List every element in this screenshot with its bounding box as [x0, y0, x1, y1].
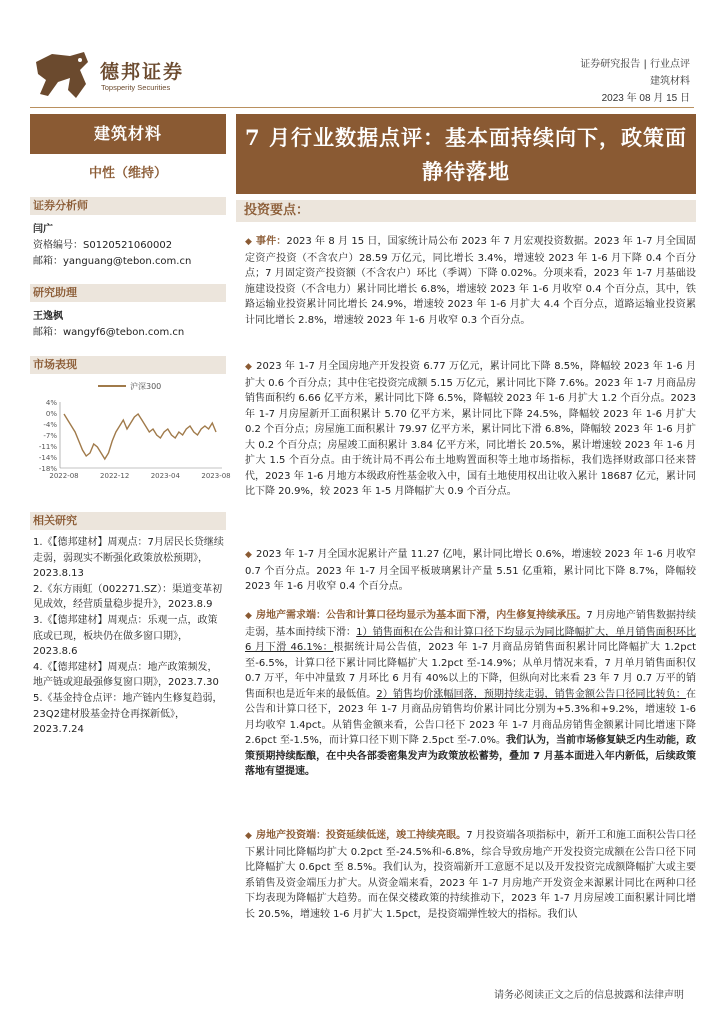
- y-tick-label: -11%: [38, 443, 57, 451]
- x-tick-label: 2022-08: [49, 472, 79, 480]
- report-title: 7 月行业数据点评：基本面持续向下，政策面静待落地: [236, 114, 696, 194]
- y-tick-label: -4%: [43, 421, 57, 429]
- report-industry: 建筑材料: [650, 76, 690, 87]
- x-tick-label: 2022-12: [100, 472, 130, 480]
- analyst-cert: 资格编号：S0120521060002: [33, 240, 173, 251]
- y-tick-label: 0%: [45, 410, 57, 418]
- header-divider: [30, 107, 694, 108]
- bullet-icon: ◆: [245, 362, 253, 372]
- market-chart: [30, 378, 231, 488]
- research-item[interactable]: 5.《基金持仓点评：地产链内生修复趋弱，23Q2建材股基金持仓再探新低》，2023.7.24: [33, 692, 223, 736]
- assistant-email[interactable]: 邮箱：wangyf6@tebon.com.cn: [33, 327, 185, 338]
- analyst-email[interactable]: 邮箱：yanguang@tebon.com.cn: [33, 256, 192, 267]
- y-tick-label: -7%: [43, 432, 57, 440]
- research-list: [33, 535, 225, 738]
- research-item[interactable]: 3.《【德邦建材】周观点：乐观一点，政策底或已现，板块仍在做多窗口期》，2023.8.6: [33, 614, 218, 658]
- materials-paragraph: [245, 547, 696, 595]
- bullet-icon: ◆: [245, 237, 253, 247]
- bullet-icon: ◆: [245, 611, 252, 621]
- y-tick-label: -14%: [38, 454, 57, 462]
- event-paragraph: [245, 234, 696, 328]
- market-header: 市场表现: [30, 356, 226, 374]
- assistant-header: 研究助理: [30, 284, 226, 302]
- company-logo: [30, 48, 94, 104]
- report-date: 2023 年 08 月 15 日: [601, 93, 690, 104]
- demand-underline-2: 2）销售均价涨幅回落，预期持续走弱，销售金额公告口径同比转负：: [376, 688, 686, 700]
- research-item[interactable]: 4.《【德邦建材】周观点：地产政策频发，地产链或迎最强修复窗口期》，2023.7.30: [33, 661, 219, 689]
- bullet-icon: ◆: [245, 550, 252, 560]
- investment-label: 房地产投资端：投资延续低迷，竣工持续亮眼。: [255, 830, 467, 841]
- y-tick-label: -18%: [38, 465, 57, 473]
- demand-text-a: 7 月房地产销售数据持续走弱，基本面持续下滑：: [245, 610, 697, 638]
- demand-label: 房地产需求端：公告和计算口径均显示为基本面下滑，内生修复持续承压。: [255, 610, 587, 621]
- x-tick-label: 2023-08: [201, 472, 231, 480]
- property-paragraph: [245, 359, 696, 500]
- footer-disclaimer: 请务必阅读正文之后的信息披露和法律声明: [494, 990, 684, 1001]
- analyst-header: 证券分析师: [30, 197, 226, 215]
- industry-label: 建筑材料: [30, 114, 226, 154]
- property-text: 2023 年 1-7 月全国房地产开发投资 6.77 万亿元，累计同比下降 8.5%，降幅较 2023 年 1-6 月扩大 0.6 个百分点；其中住宅投资完成额 5.15 万亿元，累计同比下降 7.6%。2023 年 1-7 月商品房销售面积约 6.66 亿平方米，累计同比下降 6.5%，降幅较 2023 年 1-6 月扩大 1.2 个百分点。2023 年 1-7 月房屋新开工面积累计 5.70 亿平方米，累计同比下降 24.5%，降幅较 2023 年 1-6 月扩大 0.2 个百分点；房屋施工面积累计 79.97 亿平方米，累计同比下滑 6.8%，降幅较 2023 年 1-6 月扩大 0.2 个百分点；房屋竣工面积累计 3.84 亿平方米，同比增长 20.5%，累计增速较 2023 年 1-6 月扩大 1.5 个百分点。由于统计局不再公布土地购置面积等土地市场指标，我们选择财政部口径来替代，2023 年 1-6 月地方本级政府性基金收入中，国有土地使用权出让收入累计 18687 亿元，累计同比下降 20.9%，较 2023 年 1-5 月降幅扩大 0.9 个百分点。: [245, 361, 696, 497]
- rating-label: 中性（维持）: [88, 166, 167, 181]
- logo-subtext: Topsperity Securities: [101, 83, 171, 92]
- x-tick-label: 2023-04: [150, 472, 180, 480]
- demand-paragraph: [245, 608, 696, 780]
- y-tick-label: 4%: [45, 399, 57, 407]
- logo-text: 德邦证券: [100, 61, 185, 83]
- materials-text: 2023 年 1-7 月全国水泥累计产量 11.27 亿吨，累计同比增长 0.6%，增速较 2023 年 1-6 月收窄 0.7 个百分点。2023 年 1-7 月全国平板玻璃累计产量 5.51 亿重箱，累计同比下降 8.7%，降幅较 2023 年 1-6 月收窄 0.4 个百分点。: [245, 549, 697, 592]
- demand-text-b: 根据统计局公告值，2023 年 1-7 月商品房销售面积累计同比降幅扩大 1.2pct 至-6.5%，计算口径下累计同比降幅扩大 1.2pct 至-14.9%；从单月情况来看，7 月单月销售面积仅 0.7 万平，年中冲量致 7 月环比 6 月有 40%以上的下降，但纵向对比来看 23 年 7 月 0.7 万平的销售面积也是近年来的最低值。: [245, 642, 696, 700]
- keypoints-header: 投资要点：: [236, 200, 696, 222]
- investment-paragraph: [245, 828, 696, 922]
- analyst-name: 闫广: [33, 224, 53, 235]
- assistant-name: 王逸枫: [33, 311, 63, 322]
- investment-text: 7 月投资端各项指标中，新开工和施工面积公告口径下累计同比降幅均扩大 0.2pct 至-24.5%和-6.8%，综合导致房地产开发投资完成额在公告口径下同比降幅扩大 0.6pct 至 8.5%。我们认为，投资端新开工意愿不足以及开发投资完成额降幅扩大或主要系销售及资金端压力扩大。从资金端来看，2023 年 1-7 月房地产开发资金来源累计同比在两种口径下均表现为降幅扩大趋势。而在保交楼政策的持续推动下，2023 年 1-7 月房屋竣工面积累计同比增长 20.5%，增速较 1-6 月扩大 1.5pct，是投资端弹性较大的指标。我们认: [245, 830, 697, 920]
- legend-label: 沪深300: [130, 382, 162, 391]
- report-type: 证券研究报告 | 行业点评: [580, 59, 690, 70]
- event-text: 2023 年 8 月 15 日，国家统计局公布 2023 年 7 月宏观投资数据。2023 年 1-7 月全国固定资产投资（不含农户）28.59 万亿元，同比增长 3.4%，增速较 2023 年 1-6 月下降 0.4 个百分点；7 月固定资产投资额（不含农户）环比（季调）下降 0.02%。分项来看，2023 年 1-7 月基础设施建设投资（不含电力）累计同比增长 6.8%，增速较 2023 年 1-6 月收窄 0.4 个百分点，其中，铁路运输业投资累计同比增长 24.9%，增速较 2023 年 1-6 月扩大 4.4 个百分点，道路运输业投资累计同比增长 2.8%，增速较 2023 年 1-6 月收窄 0.3 个百分点。: [245, 236, 697, 326]
- research-header: 相关研究: [30, 512, 226, 530]
- bullet-icon: ◆: [245, 831, 252, 841]
- event-label: 事件：: [256, 236, 287, 247]
- research-item[interactable]: 1.《【德邦建材】周观点：7月居民长贷继续走弱，弱现实不断强化政策放松预期》，2023.8.13: [33, 537, 224, 580]
- demand-text-c: 在公告和计算口径下，2023 年 1-7 月商品房销售均价累计同比分别为+5.3%和+9.2%，增速较 1-6 月均收窄 1.4pct。从销售金额来看，公告口径下 2023 年 1-7 月商品房销售金额累计同比增速下降 2.6pct 至-1.5%，而计算口径下则下降 2.5pct 至-7.0%。: [245, 688, 696, 746]
- series-line-hs300: [64, 414, 216, 459]
- research-item[interactable]: 2.《东方雨虹（002271.SZ）：渠道变革初见成效，经营质量稳步提升》，2023.8.9: [33, 583, 223, 611]
- demand-conclusion: 我们认为，当前市场修复缺乏内生动能，政策预期持续酝酿，在中央各部委密集发声为政策放松蓄势，叠加 7 月基本面进入年内新低，后续政策落地有望提速。: [245, 735, 696, 777]
- demand-underline-1: 1）销售面积在公告和计算口径下均显示为同比降幅扩大，单月销售面积环比 6 月下滑 46.1%：: [245, 626, 696, 653]
